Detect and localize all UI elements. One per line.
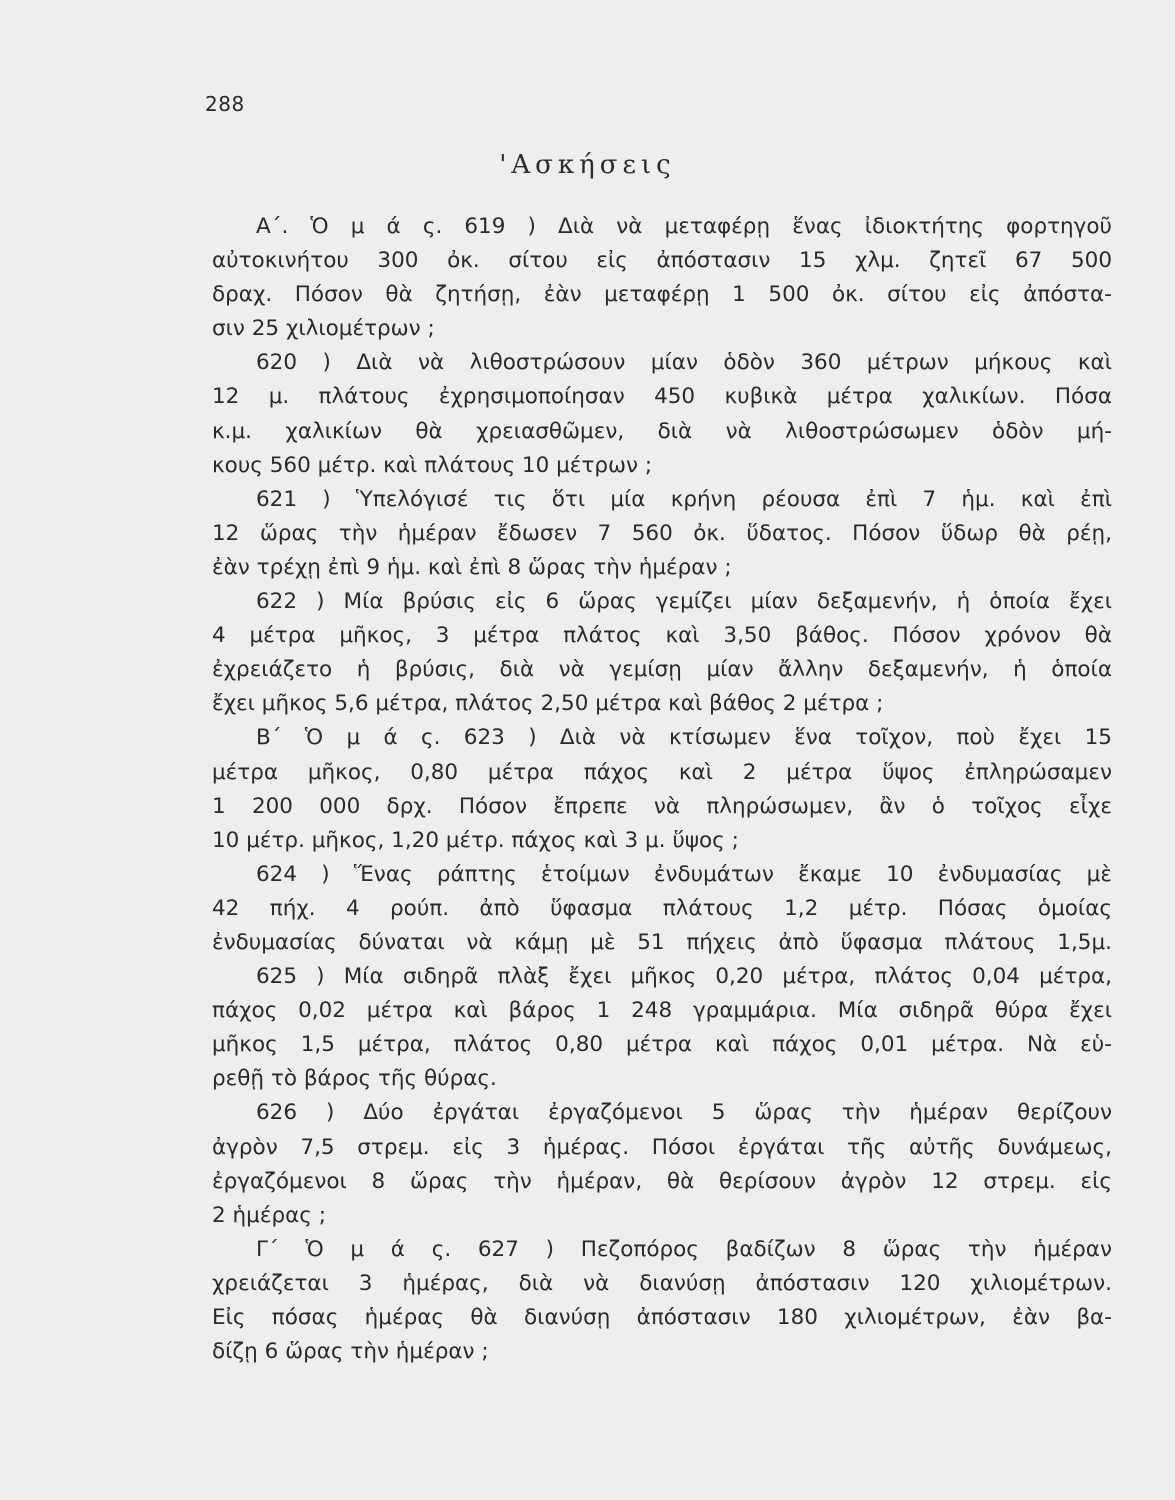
text-line: 1 200 000 δρχ. Πόσον ἔπρεπε νὰ πληρώσωμεν, ἂν ὁ τοῖχος εἶχε (212, 793, 1112, 819)
text-line: Α΄. Ὁ μ ά ς. 619 ) Διὰ νὰ μεταφέρῃ ἕνας ἰδιοκτήτης φορτηγοῦ (256, 214, 1112, 239)
text-line: δίζῃ 6 ὥρας τὴν ἡμέραν ; (212, 1339, 489, 1365)
text-line: ἐὰν τρέχῃ ἐπὶ 9 ἡμ. καὶ ἐπὶ 8 ὥρας τὴν ἡμέραν ; (212, 554, 732, 580)
text-line: Β΄ Ὁ μ ά ς. 623 ) Διὰ νὰ κτίσωμεν ἕνα τοῖχον, ποὺ ἔχει 15 (256, 725, 1112, 751)
text-line: αὐτοκινήτου 300 ὀκ. σίτου εἰς ἀπόστασιν 15 χλμ. ζητεῖ 67 500 (212, 248, 1112, 274)
text-line: χρειάζεται 3 ἡμέρας, διὰ νὰ διανύσῃ ἀπόστασιν 120 χιλιομέτρων. (212, 1270, 1112, 1296)
text-line: 621 ) Ὑπελόγισέ τις ὅτι μία κρήνη ρέουσα ἐπὶ 7 ἡμ. καὶ ἐπὶ (256, 486, 1112, 512)
text-line: 12 μ. πλάτους ἐχρησιμοποίησαν 450 κυβικὰ μέτρα χαλικίων. Πόσα (212, 384, 1112, 410)
text-line: 622 ) Μία βρύσις εἰς 6 ὥρας γεμίζει μίαν δεξαμενήν, ἡ ὁποία ἔχει (256, 589, 1112, 615)
text-line: 12 ὥρας τὴν ἡμέραν ἔδωσεν 7 560 ὀκ. ὕδατος. Πόσον ὕδωρ θὰ ρέῃ, (212, 520, 1112, 546)
text-line: μέτρα μῆκος, 0,80 μέτρα πάχος καὶ 2 μέτρα ὕψος ἐπληρώσαμεν (212, 759, 1112, 785)
text-line: 624 ) Ἕνας ράπτης ἑτοίμων ἐνδυμάτων ἔκαμε 10 ἐνδυμασίας μὲ (256, 861, 1112, 887)
text-line: Γ΄ Ὁ μ ά ς. 627 ) Πεζοπόρος βαδίζων 8 ὥρας τὴν ἡμέραν (256, 1236, 1112, 1262)
text-line: ρεθῇ τὸ βάρος τῆς θύρας. (212, 1066, 497, 1092)
text-line: ἐργαζόμενοι 8 ὥρας τὴν ἡμέραν, θὰ θερίσουν ἀγρὸν 12 στρεμ. εἰς (212, 1168, 1112, 1194)
text-line: 620 ) Διὰ νὰ λιθοστρώσουν μίαν ὁδὸν 360 μέτρων μήκους καὶ (256, 350, 1112, 376)
text-line: ἐνδυμασίας δύναται νὰ κάμῃ μὲ 51 πήχεις ἀπὸ ὕφασμα πλάτους 1,5μ. (212, 929, 1112, 955)
text-line: ἀγρὸν 7,5 στρεμ. εἰς 3 ἡμέρας. Πόσοι ἐργάται τῆς αὐτῆς δυνάμεως, (212, 1134, 1112, 1160)
text-line: μῆκος 1,5 μέτρα, πλάτος 0,80 μέτρα καὶ πάχος 0,01 μέτρα. Νὰ εὑ- (212, 1032, 1112, 1058)
text-line: 2 ἡμέρας ; (212, 1202, 326, 1228)
page-number: 288 (205, 92, 245, 116)
text-line: 4 μέτρα μῆκος, 3 μέτρα πλάτος καὶ 3,50 βάθος. Πόσον χρόνον θὰ (212, 623, 1112, 649)
text-line: 626 ) Δύο ἐργάται ἐργαζόμενοι 5 ὥρας τὴν ἡμέραν θερίζουν (256, 1100, 1112, 1126)
page-title: 'Ασκήσεις (499, 150, 676, 180)
text-line: 42 πήχ. 4 ρούπ. ἀπὸ ὕφασμα πλάτους 1,2 μέτρ. Πόσας ὁμοίας (212, 895, 1112, 921)
text-line: 10 μέτρ. μῆκος, 1,20 μέτρ. πάχος καὶ 3 μ. ὕψος ; (212, 827, 739, 853)
text-line: πάχος 0,02 μέτρα καὶ βάρος 1 248 γραμμάρια. Μία σιδηρᾶ θύρα ἔχει (212, 998, 1112, 1024)
text-line: 625 ) Μία σιδηρᾶ πλὰξ ἔχει μῆκος 0,20 μέτρα, πλάτος 0,04 μέτρα, (256, 964, 1112, 990)
text-line: σιν 25 χιλιομέτρων ; (212, 316, 435, 342)
text-line: Εἰς πόσας ἡμέρας θὰ διανύσῃ ἀπόστασιν 180 χιλιομέτρων, ἐὰν βα- (212, 1305, 1112, 1330)
text-line: κους 560 μέτρ. καὶ πλάτους 10 μέτρων ; (212, 452, 653, 478)
text-line: δραχ. Πόσον θὰ ζητήσῃ, ἐὰν μεταφέρῃ 1 500 ὀκ. σίτου εἰς ἀπόστα- (212, 282, 1112, 308)
text-line: ἔχει μῆκος 5,6 μέτρα, πλάτος 2,50 μέτρα καὶ βάθος 2 μέτρα ; (212, 691, 884, 717)
exercise-text (212, 210, 1112, 1369)
text-line: κ.μ. χαλικίων θὰ χρειασθῶμεν, διὰ νὰ λιθοστρώσωμεν ὁδὸν μή- (212, 418, 1112, 444)
text-line: ἐχρειάζετο ἡ βρύσις, διὰ νὰ γεμίσῃ μίαν ἄλλην δεξαμενήν, ἡ ὁποία (212, 657, 1112, 683)
